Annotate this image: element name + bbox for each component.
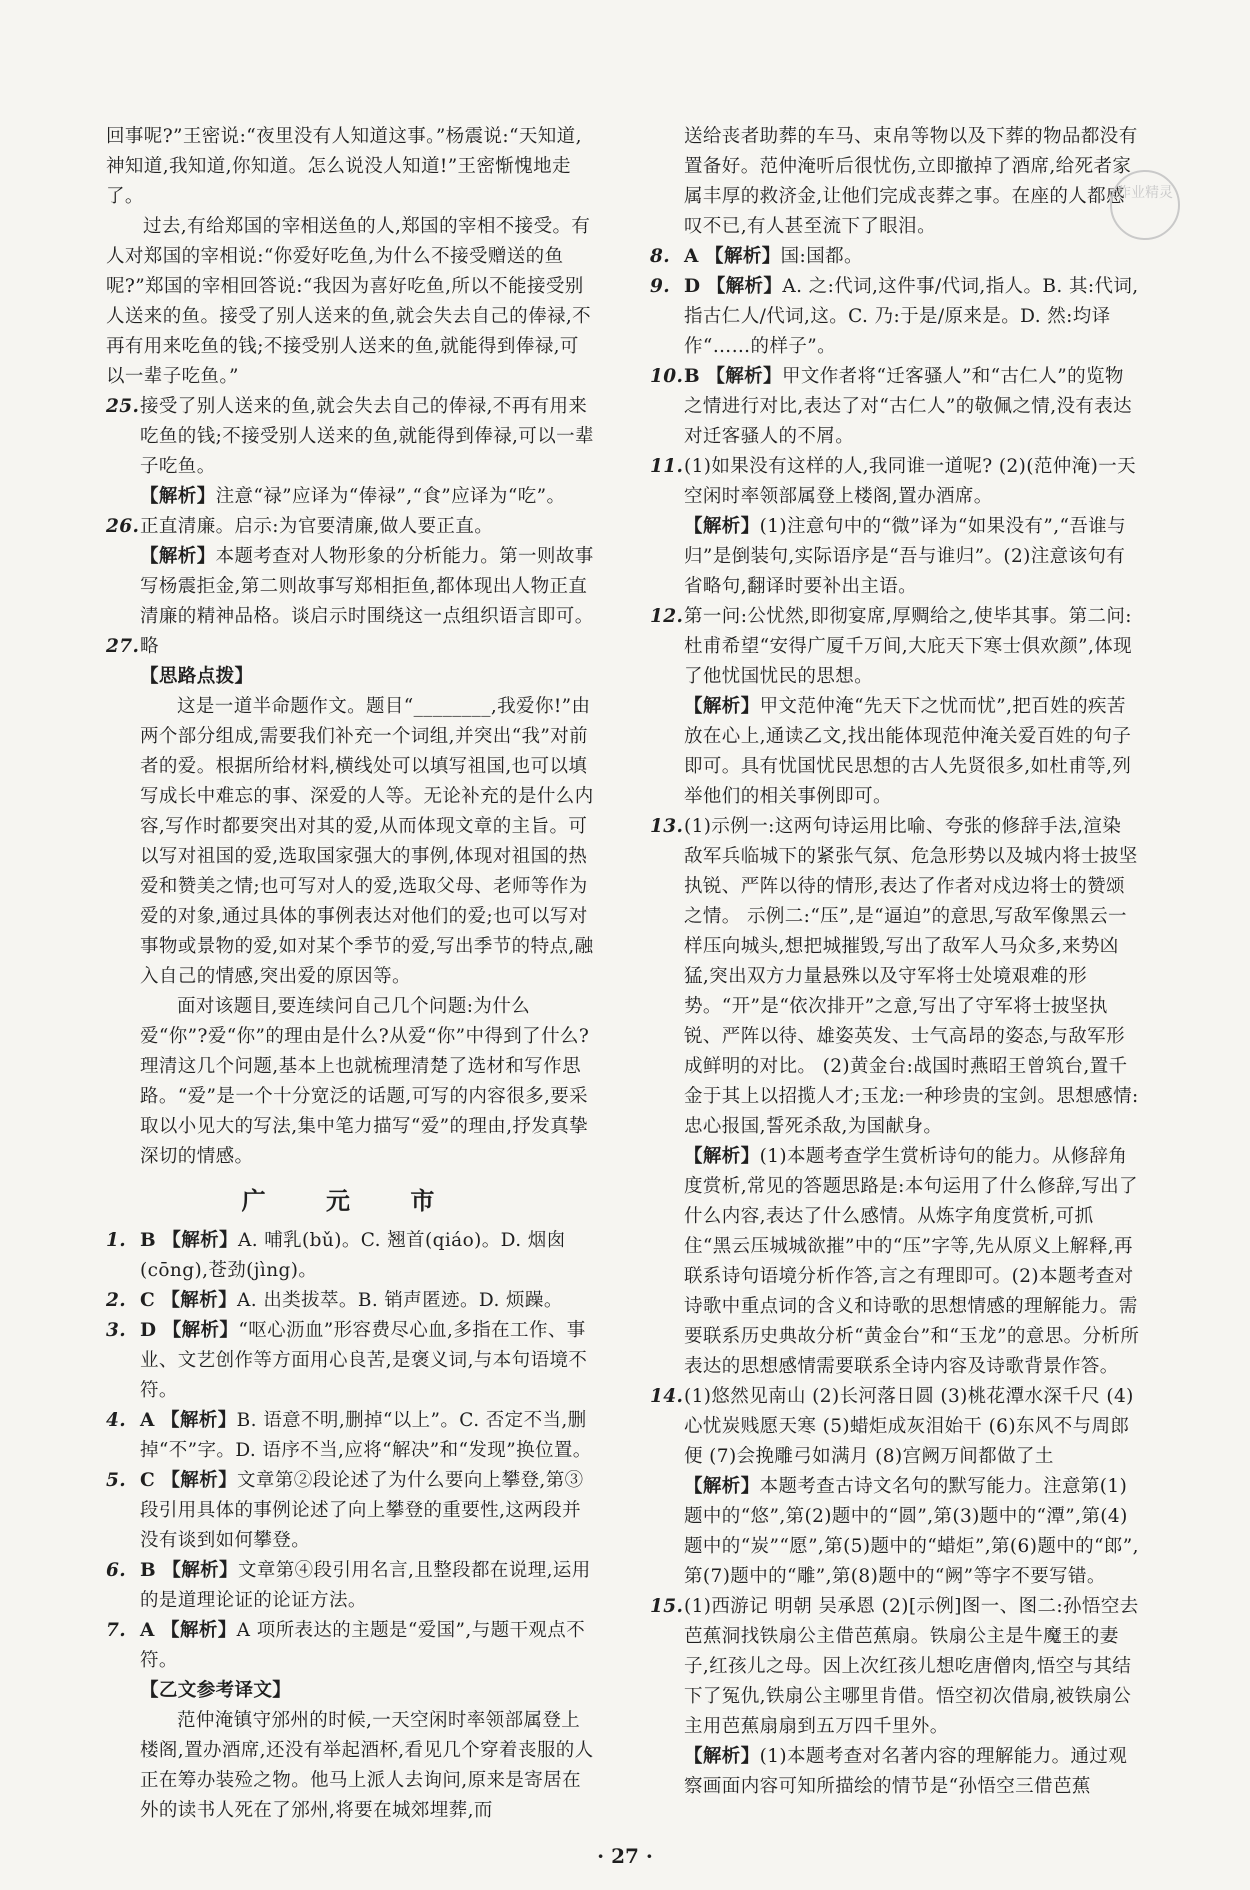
answer-6 xyxy=(106,1556,596,1616)
question-number: 2. xyxy=(106,1290,127,1311)
answer-letter: A xyxy=(140,1410,155,1431)
answer-letter: B xyxy=(140,1230,157,1251)
answer-text: 第一问:公忧然,即彻宴席,厚赒给之,使毕其事。第二问:杜甫希望“安得广厦千万间,大庇天下寒士俱欢颜”,体现了他忧国忧民的思想。 xyxy=(684,606,1133,687)
answer-letter: D xyxy=(140,1320,157,1341)
answer-letter: B xyxy=(684,366,701,387)
question-number: 1. xyxy=(106,1230,127,1251)
silu-paragraph-2: 面对该题目,要连续问自己几个问题:为什么爱“你”?爱“你”的理由是什么?从爱“你”中得到了什么?理清这几个问题,基本上也就梳理清楚了选材和写作思路。“爱”是一个十分宽泛的话题,可写的内容很多,要采取以小见大的写法,集中笔力描写“爱”的理由,抒发真挚深切的情感。 xyxy=(140,996,590,1167)
jiexi-label: 【解析】 xyxy=(161,1410,237,1431)
answer-letter: C xyxy=(140,1290,156,1311)
jiexi-label: 【解析】 xyxy=(162,1560,238,1581)
question-number: 25. xyxy=(106,396,140,417)
answer-13 xyxy=(650,812,1140,1382)
jiexi-label: 【解析】 xyxy=(706,366,782,387)
jiexi-text: 文章第④段引用名言,且整段都在说理,运用的是道理论证的论证方法。 xyxy=(140,1560,591,1611)
question-number: 5. xyxy=(106,1470,127,1491)
jiexi-label: 【解析】 xyxy=(140,486,216,507)
jiexi-text: A 项所表达的主题是“爱国”,与题干观点不符。 xyxy=(140,1620,586,1671)
question-number: 26. xyxy=(106,516,140,537)
answer-14 xyxy=(650,1382,1140,1592)
jiexi-text: “呕心沥血”形容费尽心血,多指在工作、事业、文艺创作等方面用心良苦,是褒义词,与本句语境不符。 xyxy=(140,1320,588,1401)
jiexi-label: 【解析】 xyxy=(684,1746,760,1767)
answer-27 xyxy=(106,632,596,1172)
answer-letter: A xyxy=(140,1620,155,1641)
jiexi-label: 【解析】 xyxy=(705,246,781,267)
question-number: 9. xyxy=(650,276,671,297)
yiwen-text: 范仲淹镇守邠州的时候,一天空闲时率领部属登上楼阁,置办酒席,还没有举起酒杯,看见几个穿着丧服的人正在筹办装殓之物。他马上派人去询问,原来是寄居在外的读书人死在了邠州,将要在城郊埋葬,而 xyxy=(140,1710,594,1821)
question-number: 8. xyxy=(650,246,671,267)
jiexi-text: B. 语意不明,删掉“以上”。C. 否定不当,删掉“不”字。D. 语序不当,应将“解决”和“发现”换位置。 xyxy=(140,1410,592,1461)
question-number: 14. xyxy=(650,1386,684,1407)
answer-text: 接受了别人送来的鱼,就会失去自己的俸禄,不再有用来吃鱼的钱;不接受别人送来的鱼,就能得到俸禄,可以一辈子吃鱼。 xyxy=(140,396,594,477)
answer-2 xyxy=(106,1286,596,1316)
answer-text: (1)示例一:这两句诗运用比喻、夸张的修辞手法,渲染敌军兵临城下的紧张气氛、危急形势以及城内将士披坚执锐、严阵以待的情形,表达了作者对戍边将士的赞颂之情。 示例二:“压”,是“逼迫”的意思,写敌军像黑云一样压向城头,想把城摧毁,写出了敌军人马众多,来势凶猛,突出双方力量悬殊以及守军将士处境艰难的形势。“开”是“依次排开”之意,写出了守军将士披坚执锐、严阵以待、雄姿英发、士气高昂的姿态,与敌军形成鲜明的对比。 (2)黄金台:战国时燕昭王曾筑台,置千金于其上以招揽人才;玉龙:一种珍贵的宝剑。思想感情:忠心报国,誓死杀敌,为国献身。 xyxy=(684,816,1139,1137)
jiexi-text: A. 出类拔萃。B. 销声匿迹。D. 烦躁。 xyxy=(237,1290,563,1311)
jiexi-text: 本题考查古诗文名句的默写能力。注意第(1)题中的“悠”,第(2)题中的“圆”,第(3)题中的“潭”,第(4)题中的“炭”“愿”,第(5)题中的“蜡炬”,第(6)题中的“郎”,第(7)题中的“雕”,第(8)题中的“阙”等字不要写错。 xyxy=(684,1476,1139,1587)
yiwen-label: 【乙文参考译文】 xyxy=(140,1680,292,1701)
left-column xyxy=(106,122,596,1826)
jiexi-label: 【解析】 xyxy=(684,516,760,537)
intro-paragraph-1: 回事呢?”王密说:“夜里没有人知道这事。”杨震说:“天知道,神知道,我知道,你知道。怎么说没人知道!”王密惭愧地走了。 xyxy=(106,126,582,207)
question-number: 12. xyxy=(650,606,684,627)
answer-4 xyxy=(106,1406,596,1466)
answer-text: 正直清廉。启示:为官要清廉,做人要正直。 xyxy=(140,516,494,537)
answer-10 xyxy=(650,362,1140,452)
answer-text: (1)悠然见南山 (2)长河落日圆 (3)桃花潭水深千尺 (4)心忧炭贱愿天寒 (5)蜡炬成灰泪始干 (6)东风不与周郎便 (7)会挽雕弓如满月 (8)宫阙万间都做了土 xyxy=(684,1386,1134,1467)
jiexi-text: (1)注意句中的“微”译为“如果没有”,“吾谁与归”是倒装句,实际语序是“吾与谁归”。(2)注意该句有省略句,翻译时要补出主语。 xyxy=(684,516,1127,597)
answer-26 xyxy=(106,512,596,632)
jiexi-label: 【解析】 xyxy=(706,276,783,297)
jiexi-label: 【解析】 xyxy=(684,696,760,717)
question-number: 15. xyxy=(650,1596,684,1617)
answer-text: (1)如果没有这样的人,我同谁一道呢? (2)(范仲淹)一天空闲时率领部属登上楼阁,置办酒席。 xyxy=(684,456,1137,507)
answer-letter: B xyxy=(140,1560,157,1581)
yiwen-continued: 送给丧者助葬的车马、束帛等物以及下葬的物品都没有置备好。范仲淹听后很忧伤,立即撤掉了酒席,给死者家属丰厚的救济金,让他们完成丧葬之事。在座的人都感叹不已,有人甚至流下了眼泪。 xyxy=(684,126,1138,237)
answer-15 xyxy=(650,1592,1140,1802)
answer-letter: C xyxy=(140,1470,156,1491)
right-column xyxy=(650,122,1140,1802)
jiexi-text: 甲文作者将“迁客骚人”和“古仁人”的览物之情进行对比,表达了对“古仁人”的敬佩之情,没有表达对迁客骚人的不屑。 xyxy=(684,366,1133,447)
answer-letter: A xyxy=(684,246,699,267)
answer-11 xyxy=(650,452,1140,602)
answer-3 xyxy=(106,1316,596,1406)
jiexi-text: 国:国都。 xyxy=(780,246,863,267)
answer-7 xyxy=(106,1616,596,1826)
question-number: 27. xyxy=(106,636,140,657)
jiexi-label: 【解析】 xyxy=(161,1620,237,1641)
answer-1 xyxy=(106,1226,596,1286)
jiexi-text: 本题考查对人物形象的分析能力。第一则故事写杨震拒金,第二则故事写郑相拒鱼,都体现出人物正直清廉的精神品格。谈启示时围绕这一点组织语言即可。 xyxy=(140,546,594,627)
jiexi-label: 【解析】 xyxy=(140,546,216,567)
watermark-stamp: 作业精灵 xyxy=(1110,170,1180,240)
answer-letter: D xyxy=(684,276,701,297)
answer-12 xyxy=(650,602,1140,812)
question-number: 6. xyxy=(106,1560,127,1581)
jiexi-text: (1)本题考查对名著内容的理解能力。通过观察画面内容可知所描绘的情节是“孙悟空三借芭蕉 xyxy=(684,1746,1128,1797)
answer-9 xyxy=(650,272,1140,362)
jiexi-label: 【解析】 xyxy=(162,1320,239,1341)
answer-25 xyxy=(106,392,596,512)
jiexi-label: 【解析】 xyxy=(162,1230,238,1251)
question-number: 10. xyxy=(650,366,684,387)
jiexi-text: 文章第②段论述了为什么要向上攀登,第③段引用具体的事例论述了向上攀登的重要性,这两段并没有谈到如何攀登。 xyxy=(140,1470,584,1551)
jiexi-text: 甲文范仲淹“先天下之忧而忧”,把百姓的疾苦放在心上,通读乙文,找出能体现范仲淹关爱百姓的句子即可。具有忧国忧民思想的古人先贤很多,如杜甫等,列举他们的相关事例即可。 xyxy=(684,696,1132,807)
jiexi-label: 【解析】 xyxy=(684,1146,760,1167)
jiexi-label: 【解析】 xyxy=(161,1290,238,1311)
answer-text: (1)西游记 明朝 吴承恩 (2)[示例]图一、图二:孙悟空去芭蕉洞找铁扇公主借芭蕉扇。铁扇公主是牛魔王的妻子,红孩儿之母。因上次红孩儿想吃唐僧肉,悟空与其结下了冤仇,铁扇公主哪里肯借。悟空初次借扇,被铁扇公主用芭蕉扇扇到五万四千里外。 xyxy=(684,1596,1139,1737)
question-number: 7. xyxy=(106,1620,127,1641)
jiexi-label: 【解析】 xyxy=(161,1470,238,1491)
question-number: 3. xyxy=(106,1320,127,1341)
jiexi-text: (1)本题考查学生赏析诗句的能力。从修辞角度赏析,常见的答题思路是:本句运用了什么修辞,写出了什么内容,表达了什么感情。从炼字角度赏析,可抓住“黑云压城城欲摧”中的“压”字等,先从原义上解释,再联系诗句语境分析作答,言之有理即可。(2)本题考查对诗歌中重点词的含义和诗歌的思想情感的理解能力。需要联系历史典故分析“黄金台”和“玉龙”的意思。分析所表达的思想感情需要联系全诗内容及诗歌背景作答。 xyxy=(684,1146,1140,1377)
jiexi-text: A. 之:代词,这件事/代词,指人。B. 其:代词,指古仁人/代词,这。C. 乃:于是/原来是。D. 然:均译作“……的样子”。 xyxy=(684,276,1139,357)
intro-paragraph-2: 过去,有给郑国的宰相送鱼的人,郑国的宰相不接受。有人对郑国的宰相说:“你爱好吃鱼,为什么不接受赠送的鱼呢?”郑国的宰相回答说:“我因为喜好吃鱼,所以不能接受别人送来的鱼。接受了别人送来的鱼,就会失去自己的俸禄,不再有用来吃鱼的钱;不接受别人送来的鱼,就能得到俸禄,可以一辈子吃鱼。” xyxy=(106,216,592,387)
city-title: 广 元 市 xyxy=(241,1186,461,1215)
page-number: · 27 · xyxy=(597,1844,653,1868)
jiexi-label: 【解析】 xyxy=(684,1476,760,1497)
question-number: 4. xyxy=(106,1410,127,1431)
jiexi-text: 注意“禄”应译为“俸禄”,“食”应译为“吃”。 xyxy=(215,486,566,507)
question-number: 11. xyxy=(650,456,684,477)
answer-text: 略 xyxy=(140,636,159,657)
jiexi-text: A. 哺乳(bǔ)。C. 翘首(qiáo)。D. 烟囱(cōng),苍劲(jìng)。 xyxy=(140,1230,566,1281)
answer-5 xyxy=(106,1466,596,1556)
answer-8 xyxy=(650,242,1140,272)
question-number: 13. xyxy=(650,816,684,837)
silu-paragraph-1: 这是一道半命题作文。题目“________,我爱你!”由两个部分组成,需要我们补充一个词组,并突出“我”对前者的爱。根据所给材料,横线处可以填写祖国,也可以填写成长中难忘的事、深爱的人等。无论补充的是什么内容,写作时都要突出对其的爱,从而体现文章的主旨。可以写对祖国的爱,选取国家强大的事例,体现对祖国的热爱和赞美之情;也可写对人的爱,选取父母、老师等作为爱的对象,通过具体的事例表达对他们的爱;也可以写对事物或景物的爱,如对某个季节的爱,写出季节的特点,融入自己的情感,突出爱的原因等。 xyxy=(140,696,594,987)
silu-label: 【思路点拨】 xyxy=(140,666,254,687)
